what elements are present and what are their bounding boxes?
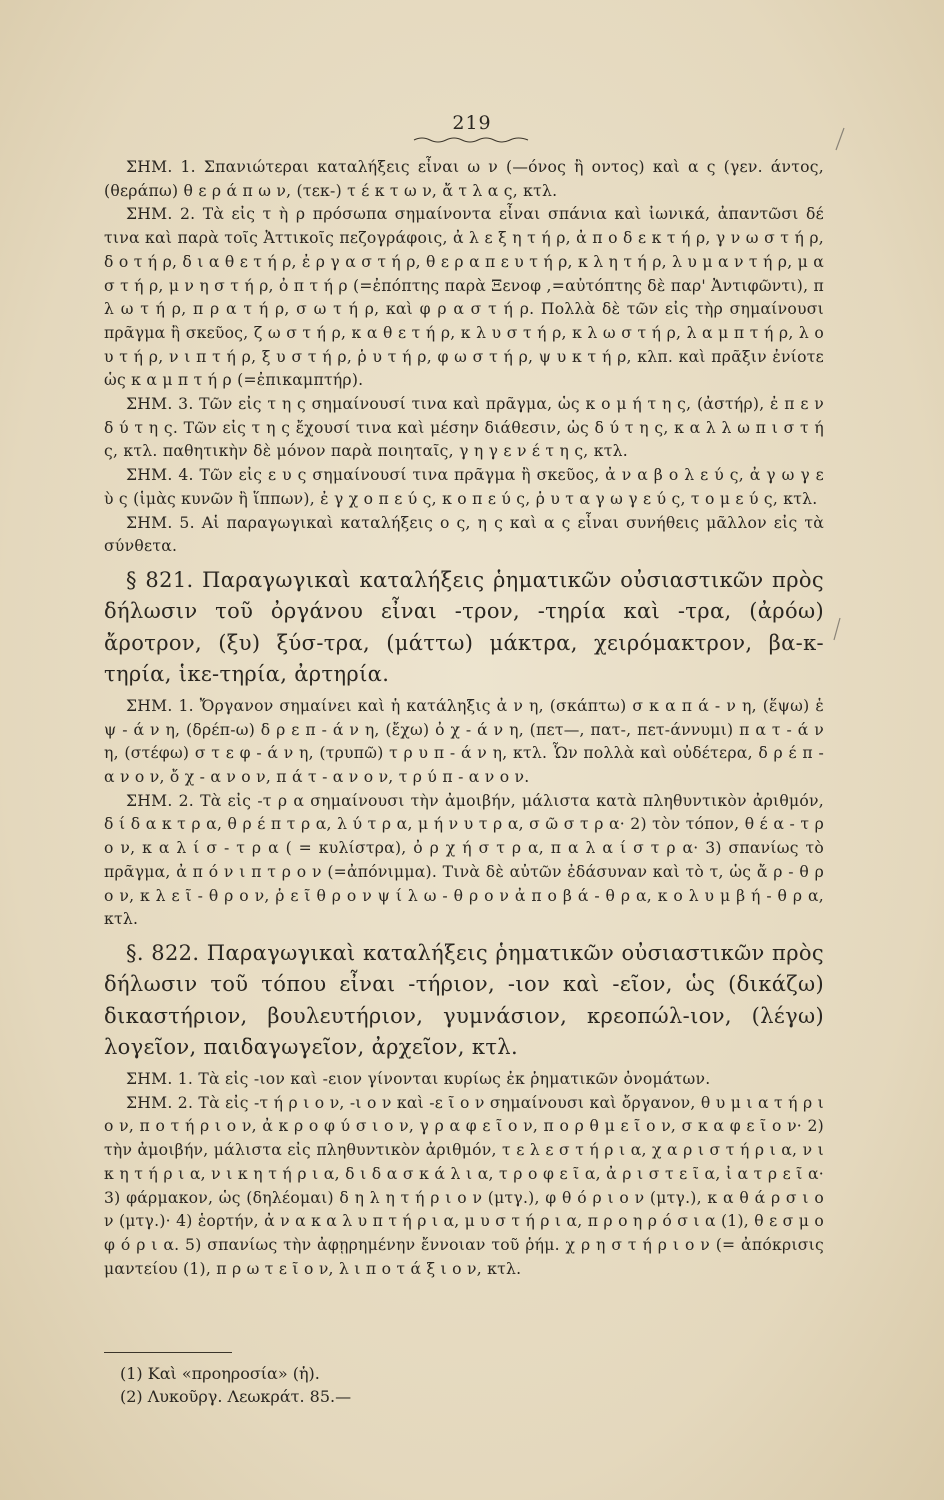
pencil-mark [828,614,850,644]
footnotes [104,1362,604,1408]
note-paragraph: ΣΗΜ. 4. Τῶν εἰς ε υ ς σημαίνουσί τινα πρᾶγμα ἢ σκεῦος, ἀ ν α β ο λ ε ύ ς, ἀ γ ω γ ε ὺ ς (ἱμὰς κυνῶν ἢ ἵππων), ἐ γ χ ο π ε ύ ς, κ ο π ε ύ ς, ῥ υ τ α γ ω γ ε ύ ς, τ ο μ ε ύ ς, κτλ. [104,466,824,508]
main-text [104,156,824,1281]
section-paragraph: § 821. Παραγωγικαὶ καταλήξεις ῥηματικῶν οὐσιαστικῶν πρὸς δήλωσιν τοῦ ὀργάνου εἶναι -τρον, -τηρία καὶ -τρα, (ἀρόω) ἄροτρον, (ξυ) ξύσ-τρα, (μάττω) μάκτρα, χειρόμακτρον, βα-κ-τηρία, ἱκε-τηρία, ἀρτηρία. [104,567,824,687]
note-paragraph: ΣΗΜ. 1. Ὄργανον σημαίνει καὶ ἡ κατάληξις ἀ ν η, (σκάπτω) σ κ α π ά - ν η, (ἕψω) ἑ ψ - ά ν η, (δρέπ-ω) δ ρ ε π - ά ν η, (ἔχω) ὀ χ - ά ν η, (πετ—, πατ-, πετ-άννυμι) π α τ - ά ν η, (στέφω) σ τ ε φ - ά ν η, (τρυπῶ) τ ρ υ π - ά ν η, κτλ. Ὧν πολλὰ καὶ οὐδέτερα, δ ρ έ π - α ν ο ν, ὄ χ - α ν ο ν, π ά τ - α ν ο ν, τ ρ ύ π - α ν ο ν. [104,696,824,787]
note-paragraph: ΣΗΜ. 2. Τὰ εἰς -τ ή ρ ι ο ν, -ι ο ν καὶ -ε ῖ ο ν σημαίνουσι καὶ ὄργανον, θ υ μ ι α τ ή ρ ι ο ν, π ο τ ή ρ ι ο ν, ἀ κ ρ ο φ ύ σ ι ο ν, γ ρ α φ ε ῖ ο ν, π ο ρ θ μ ε ῖ ο ν, σ κ α φ ε ῖ ο ν· 2) τὴν ἀμοιβήν, μάλιστα εἰς πληθυντικὸν ἀριθμόν, τ ε λ ε σ τ ή ρ ι α, χ α ρ ι σ τ ή ρ ι α, ν ι κ η τ ή ρ ι α, ν ι κ η τ ή ρ ι α, δ ι δ α σ κ ά λ ι α, τ ρ ο φ ε ῖ α, ἀ ρ ι σ τ ε ῖ α, ἰ α τ ρ ε ῖ α· 3) φάρμακον, ὡς (δηλέομαι) δ η λ η τ ή ρ ι ο ν (μτγ.), φ θ ό ρ ι ο ν (μτγ.), κ α θ ά ρ σ ι ο ν (μτγ.)· 4) ἑορτήν, ἀ ν α κ α λ υ π τ ή ρ ι α, μ υ σ τ ή ρ ι α, π ρ ο η ρ ό σ ι α (1), θ ε σ μ ο φ ό ρ ι α. 5) σπανίως τὴν ἀφῃρημένην ἔννοιαν τοῦ ῥήμ. χ ρ η σ τ ή ρ ι ο ν (= ἀπόκρισις μαντείου (1), π ρ ω τ ε ῖ ο ν, λ ι π ο τ ά ξ ι ο ν, κτλ. [104,1093,824,1278]
pencil-mark [828,124,850,154]
ornament-rule [412,135,530,145]
footnote-divider [104,1352,232,1353]
note-paragraph: ΣΗΜ. 2. Τὰ εἰς τ ὴ ρ πρόσωπα σημαίνοντα εἶναι σπάνια καὶ ἰωνικά, ἀπαντῶσι δέ τινα καὶ παρὰ τοῖς Ἀττικοῖς πεζογράφοις, ἀ λ ε ξ η τ ή ρ, ἀ π ο δ ε κ τ ή ρ, γ ν ω σ τ ή ρ, δ ο τ ή ρ, δ ι α θ ε τ ή ρ, ἐ ρ γ α σ τ ή ρ, θ ε ρ α π ε υ τ ή ρ, κ λ η τ ή ρ, λ υ μ α ν τ ή ρ, μ α σ τ ή ρ, μ ν η σ τ ή ρ, ὀ π τ ή ρ (=ἐπόπτης παρὰ Ξενοφ ,=αὐτόπτης δὲ παρ' Ἀντιφῶντι), π λ ω τ ή ρ, π ρ α τ ή ρ, σ ω τ ή ρ, καὶ φ ρ α σ τ ή ρ. Πολλὰ δὲ τῶν εἰς τὴρ σημαίνουσι πρᾶγμα ἢ σκεῦος, ζ ω σ τ ή ρ, κ α θ ε τ ή ρ, κ λ υ σ τ ή ρ, κ λ ω σ τ ή ρ, λ α μ π τ ή ρ, λ ο υ τ ή ρ, ν ι π τ ή ρ, ξ υ σ τ ή ρ, ῥ υ τ ή ρ, φ ω σ τ ή ρ, ψ υ κ τ ή ρ, κλπ. καὶ πρᾶξιν ἐνίοτε ὡς κ α μ π τ ή ρ (=ἐπικαμπτήρ). [104,205,824,390]
page-number: 219 [452,112,492,134]
note-paragraph: ΣΗΜ. 2. Τὰ εἰς -τ ρ α σημαίνουσι τὴν ἀμοιβήν, μάλιστα κατὰ πληθυντικὸν ἀριθμόν, δ ί δ α κ τ ρ α, θ ρ έ π τ ρ α, λ ύ τ ρ α, μ ή ν υ τ ρ α, σ ῶ σ τ ρ α· 2) τὸν τόπον, θ έ α - τ ρ ο ν, κ α λ ί σ - τ ρ α ( = κυλίστρα), ὀ ρ χ ή σ τ ρ α, π α λ α ί σ τ ρ α· 3) σπανίως τὸ πρᾶγμα, ἀ π ό ν ι π τ ρ ο ν (=ἀπόνιμμα). Τινὰ δὲ αὐτῶν ἐδάσυναν καὶ τὸ τ, ὡς ἄ ρ - θ ρ ο ν, κ λ ε ῖ - θ ρ ο ν, ῥ ε ῖ θ ρ ο ν ψ ί λ ω - θ ρ ο ν ἀ π ο β ά - θ ρ α, κ ο λ υ μ β ή - θ ρ α, κτλ. [104,791,824,929]
section-paragraph: §. 822. Παραγωγικαὶ καταλήξεις ῥηματικῶν οὐσιαστικῶν πρὸς δήλωσιν τοῦ τόπου εἶναι -τήριον, -ιον καὶ -εῖον, ὡς (δικάζω) δικαστήριον, βουλευτήριον, γυμνάσιον, κρεοπώλ-ιον, (λέγω) λογεῖον, παιδαγωγεῖον, ἀρχεῖον, κτλ. [104,940,824,1060]
note-paragraph: ΣΗΜ. 3. Τῶν εἰς τ η ς σημαίνουσί τινα καὶ πρᾶγμα, ὡς κ ο μ ή τ η ς, (ἀστήρ), ἐ π ε ν δ ύ τ η ς. Τῶν εἰς τ η ς ἔχουσί τινα καὶ μέσην διάθεσιν, ὡς δ ύ τ η ς, κ α λ λ ω π ι σ τ ή ς, κτλ. παθητικὴν δὲ μόνον παρὰ ποιηταῖς, γ η γ ε ν έ τ η ς, κτλ. [104,395,824,461]
note-paragraph: ΣΗΜ. 5. Αἱ παραγωγικαὶ καταλήξεις ο ς, η ς καὶ α ς εἶναι συνήθεις μᾶλλον εἰς τὰ σύνθετα. [104,513,824,556]
note-paragraph: ΣΗΜ. 1. Σπανιώτεραι καταλήξεις εἶναι ω ν (—όνος ἢ οντος) καὶ α ς (γεν. άντος, (θεράπω) θ ε ρ ά π ω ν, (τεκ-) τ έ κ τ ω ν, ἄ τ λ α ς, κτλ. [104,158,824,200]
note-paragraph: ΣΗΜ. 1. Τὰ εἰς -ιον καὶ -ειον γίνονται κυρίως ἐκ ῥηματικῶν ὀνομάτων. [126,1069,711,1088]
footnote: (1) Καὶ «προηροσία» (ἡ). [120,1364,320,1383]
footnote: (2) Λυκοῦργ. Λεωκράτ. 85.— [120,1387,352,1406]
